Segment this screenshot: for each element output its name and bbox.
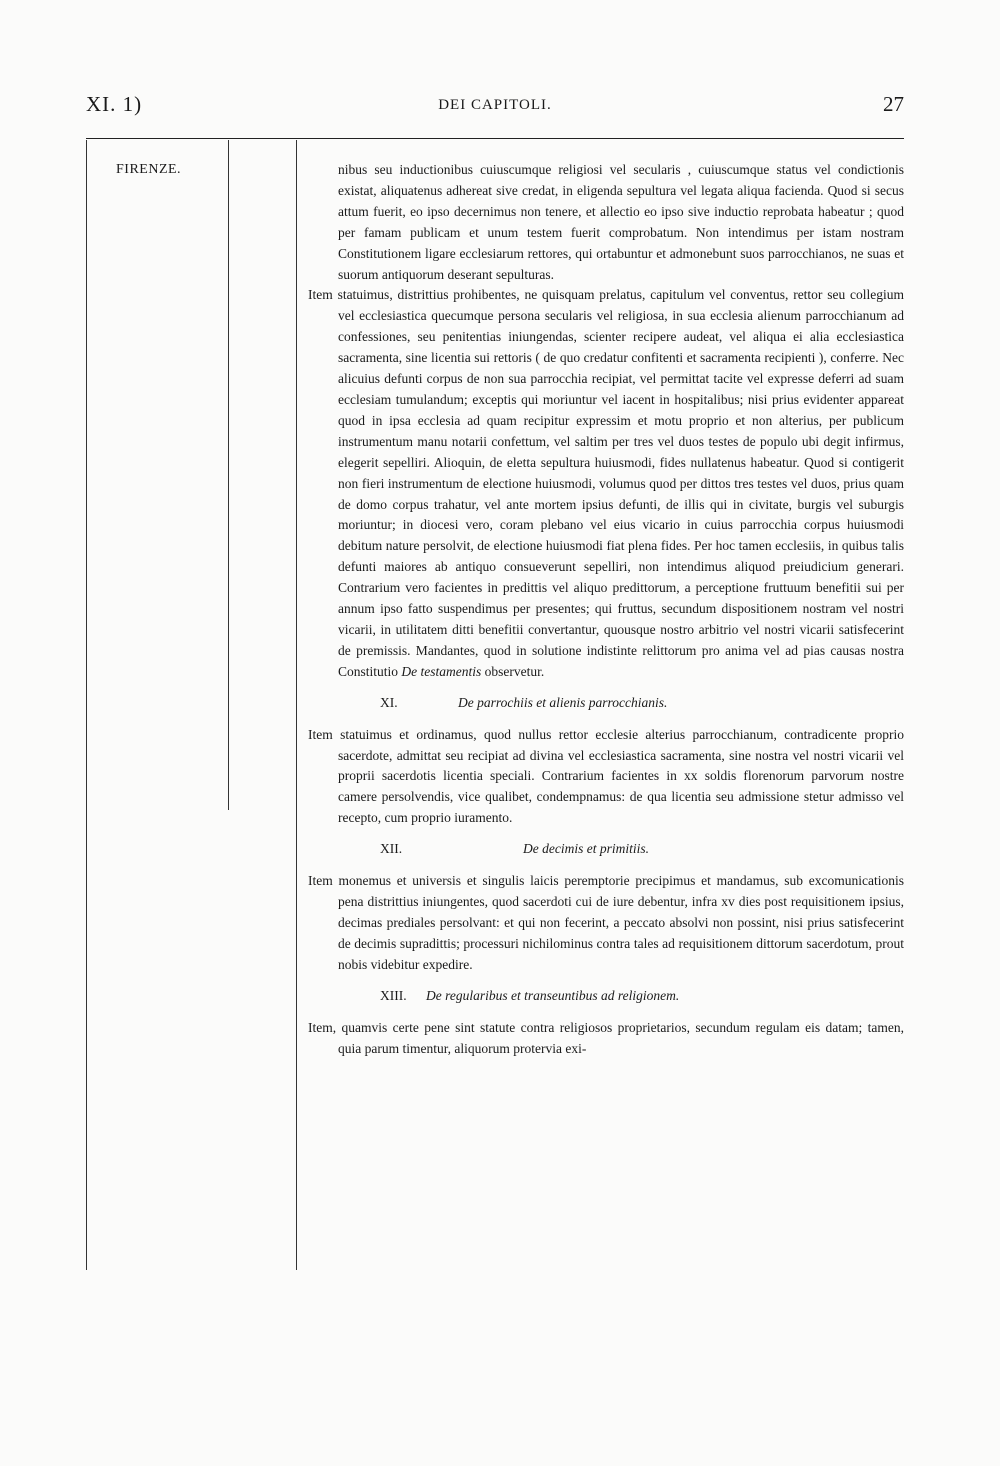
margin-place-label: FIRENZE. — [116, 162, 182, 177]
section-text: , quamvis certe pene sint statute contra religiosos proprietarios, secundum regulam eis datam; tamen, quia parum timentur, aliquorum protervia exi- — [332, 1019, 904, 1056]
margin-rule-left — [86, 140, 87, 1270]
section-number: XIII. — [380, 987, 407, 1003]
item-paragraph — [308, 285, 904, 682]
margin-rule-middle — [228, 140, 229, 810]
section-text: monemus et universis et singulis laicis peremptorie precipimus et mandamus, sub excomunicationis pena distrittius iniungentes, quod sacerdoti cui de iure debentur, infra xv dies post requisitionem ipsius, decimas prediales persolvant: et qui non fecerint, a peccato absolvi non possint, nisi prius satisfecerint de decimis supradittis; processuri nichilominus contra tales ad requisitionem dittorum sacerdotum, prout nobis videbitur expedire. — [338, 873, 904, 972]
section-paragraph — [308, 871, 904, 976]
page-number: 27 — [883, 92, 904, 116]
section-text: statuimus et ordinamus, quod nullus rettor ecclesie alterius parrocchianum, contradicente proprio sacerdote, admittat seu recipiat ad divina vel ecclesiastica sacramenta, sine nostra vel nostri vicarii vel proprii sacerdotis licentia speciali. Contrarium facientes in xx soldis florenorum parvorum nostre camere persolvendis, vice qualibet, condempnamus: de qua licentia seu admissione stetur admisso vel recepto, cum proprio iuramento. — [338, 726, 904, 826]
main-text — [308, 160, 904, 1060]
citation: De testamentis — [401, 663, 482, 679]
section-heading-xii — [308, 839, 904, 859]
item-tail: observetur. — [484, 663, 545, 679]
item-text: statuimus, distrittius prohibentes, ne quisquam prelatus, capitulum vel conventus, rettor seu collegium vel ecclesiastica quecumque persona secularis vel religiosa, in sua ecclesia alienum parrocchianum ad confessiones, seu penitentias iniungendas, scienter recipere audeat, vel aliqua ei alia ecclesiastica sacramenta, sine licentia sui rettoris ( de quo credatur confitenti et sacramenta recipienti ), conferre. Nec alicuius defunti corpus de non sua parrocchia recipiat, vel permittat tacite vel expresse deferri ad suam ecclesiam tumulandum; exceptis qui moriuntur vel iacent in hospitalibus; nisi prius evidenter appareat quod in ipsa ecclesia ad quam recipitur expressim et motu proprio et non alterius, per publicum instrumentum manu notarii confettum, vel saltim per tres vel duos testes de populo ubi degit infirmus, elegerit sepelliri. Alioquin, de eletta sepultura huiusmodi, fides nullatenus habeatur. Quod si contigerit non fieri instrumentum de electione huiusmodi, volumus quod per dittos tres testes vel duos, prius quam de domo corpus trahatur, vel ante mortem ipsius defunti, de illis qui in civitate, burgis vel suburgis moriuntur; in diocesi vero, coram plebano vel eius vicario in cuius parrocchia corpus huiusmodi debitum nature persolvit, de electione huiusmodi fiat plena fides. Per hoc tamen ecclesiis, in quibus talis defunti maiores ab antiquo consueverunt sepelliri, non intendimus aliquod preiudicium generari. Contrarium vero facientes in predittis vel aliquo predittorum, a perceptione fruttuum benefitii sui per annum ipso fatto suspendimus per presentes; qui fruttus, secundum dispositionem nostram vel nostri vicarii, in utilitatem ditti benefitii convertantur, quousque nostro arbitrio vel nostri vicarii satisfecerint de premissis. Mandantes, quod in solutione indistinte relittorum pro anima vel ad pias causas nostra Constitutio — [337, 287, 905, 679]
item-lead: Item — [308, 287, 333, 303]
section-title: De parrochiis et alienis parrocchianis. — [458, 694, 668, 710]
running-head — [86, 92, 904, 122]
section-paragraph — [308, 1018, 904, 1060]
section-title: De decimis et primitiis. — [523, 841, 649, 857]
section-title: De regularibus et transeuntibus ad religionem. — [426, 987, 680, 1003]
section-lead: Item — [308, 1019, 333, 1035]
section-heading-xi — [308, 693, 904, 713]
section-paragraph — [308, 725, 904, 830]
margin-column — [86, 140, 298, 1270]
section-lead: Item — [308, 726, 333, 742]
chapter-reference: XI. 1) — [86, 92, 143, 116]
section-lead: Item — [308, 873, 333, 889]
margin-rule-right — [296, 140, 297, 1270]
section-number: XII. — [380, 841, 403, 857]
section-heading-xiii — [308, 986, 904, 1006]
section-number: XI. — [380, 694, 398, 710]
continuation-paragraph: nibus seu inductionibus cuiuscumque religiosi vel secularis , cuiuscumque status vel condictionis existat, aliquatenus adhereat sive credat, in eligenda sepultura vel legata aliqua facienda. Quod si secus attum fuerit, eo ipso decernimus non tenere, et allectio eo ipso sive inductio reprobata habeatur ; quod per famam publicam et unum testem fuerit comprobatum. Non intendimus per istam nostram Constitutionem ligare ecclesiarum rettores, qui ortabuntur et admonebunt suos parrocchianos, ne suas et suorum antiquorum deserant sepulturas. — [338, 162, 904, 282]
header-rule — [86, 138, 904, 139]
running-title: DEI CAPITOLI. — [438, 97, 552, 113]
